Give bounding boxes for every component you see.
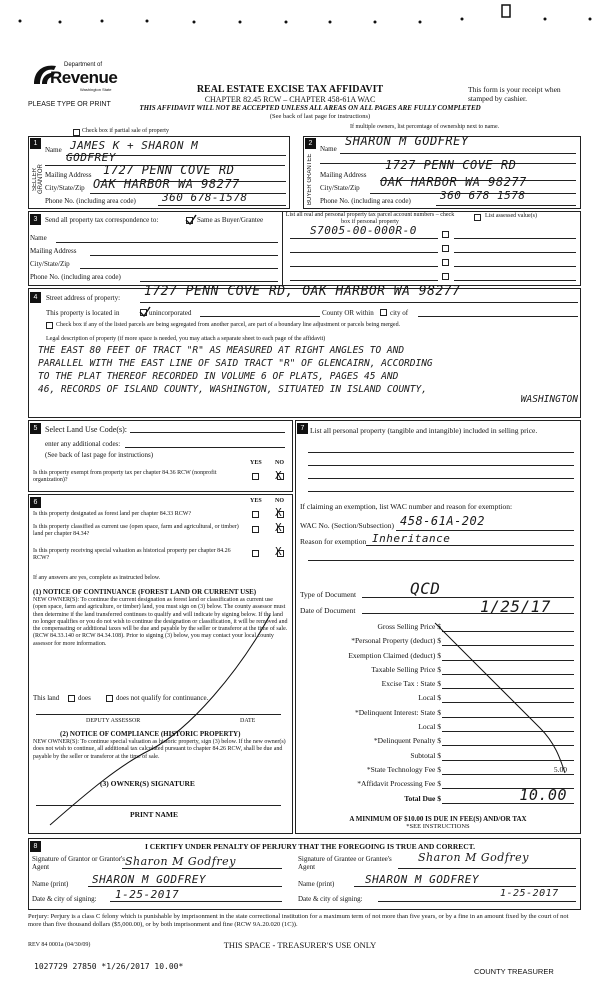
seller-city-value[interactable]: OAK HARBOR WA 98277 <box>93 177 240 191</box>
no-header-6: NO <box>275 498 284 504</box>
agency-name: Revenue <box>50 68 118 87</box>
perjury-note: Perjury: Perjury is a class C felony which is punishable by imprisonment in the state correctional institution for a maximum term of not more than five years, or by a fine in an amount fixed by the court of not more than five thousand dollars ($5,000.00), or by both imprisonment and fine (RCW 9A.20.020 (1C)). <box>28 913 569 928</box>
grantee-signature[interactable]: Sharon M Godfrey <box>418 851 529 864</box>
doc-type-value[interactable]: QCD <box>410 579 441 598</box>
see-instructions-note: *SEE INSTRUCTIONS <box>406 823 470 830</box>
legal-line[interactable]: THE EAST 80 FEET OF TRACT "R" AS MEASURED AT RIGHT ANGLES TO AND <box>38 345 405 356</box>
legal-line[interactable]: PARALLEL WITH THE EAST LINE OF SAID TRACT "R" OF GLENCAIRN, ACCORDING <box>38 358 433 369</box>
grantor-name[interactable]: SHARON M GODFREY <box>92 873 206 886</box>
land-label: This land <box>33 694 60 702</box>
no-header-5: NO <box>275 460 284 466</box>
city-of-label: city of <box>390 309 409 317</box>
fee-row-label: Subtotal $ <box>410 750 441 760</box>
fee-row-label: Gross Selling Price $ <box>377 622 441 631</box>
receipt-stamp: 1027729 27850 *1/26/2017 10.00* <box>34 962 184 971</box>
grantee-date-label: Date & city of signing: <box>298 895 363 903</box>
corr-mail-label: Mailing Address <box>30 247 77 255</box>
multi-owner-note: If multiple owners, list percentage of ownership next to name. <box>350 124 500 130</box>
revenue-logo <box>30 62 120 102</box>
exempt-no-mark: X <box>275 469 283 482</box>
forest-yes-checkbox[interactable] <box>252 511 259 518</box>
grantee-name-label: Name (print) <box>298 880 335 888</box>
parcel-checkbox-3[interactable] <box>442 259 449 266</box>
unincorporated-label: unincorporated <box>149 309 192 317</box>
reason-value[interactable]: Inheritance <box>372 532 451 545</box>
notice-continuance-title: (1) NOTICE OF CONTINUANCE (FOREST LAND OR CURRENT USE) <box>33 588 257 596</box>
segregate-label: Check box if any of the listed parcels are being segregated from another parcel, are part of a boundary line adjustment or parcels being merged. <box>56 322 401 328</box>
land-does-not-label: does not qualify for continuance. <box>116 694 209 702</box>
fee-row-label: *Personal Property (deduct) $ <box>351 636 441 646</box>
agency-state: Washington State <box>80 87 112 92</box>
grantee-name[interactable]: SHARON M GODFREY <box>365 873 479 886</box>
parcel-checkbox-2[interactable] <box>442 245 449 252</box>
grantee-date[interactable]: 1-25-2017 <box>500 888 559 899</box>
exemption-label: If claiming an exemption, list WAC number and reason for exemption: <box>300 502 513 511</box>
reason-label: Reason for exemption <box>300 537 367 546</box>
historic-yes-checkbox[interactable] <box>252 550 259 557</box>
fee-row-value[interactable]: 5.00 <box>553 764 567 774</box>
section-4-badge: 4 <box>30 292 41 303</box>
legal-line[interactable]: 46, RECORDS OF ISLAND COUNTY, WASHINGTON, SITUATED IN ISLAND COUNTY, <box>38 384 427 395</box>
doc-type-label: Type of Document <box>300 590 357 599</box>
located-label: This property is located in <box>46 309 120 317</box>
buyer-mail-value[interactable]: 1727 PENN COVE RD <box>385 158 517 172</box>
forest-no-mark: X <box>275 506 283 519</box>
legal-line[interactable]: WASHINGTON <box>520 394 578 405</box>
doc-date-value[interactable]: 1/25/17 <box>480 597 551 616</box>
street-label: Street address of property: <box>46 294 121 302</box>
legal-line[interactable]: TO THE PLAT THEREOF RECORDED IN VOLUME 6 OF PLATS, PAGES 45 AND <box>38 371 399 382</box>
punch-hole-marks <box>0 3 600 25</box>
current-use-no-mark: X <box>275 521 283 534</box>
seller-side-label: SELLER GRANTOR <box>32 164 44 194</box>
forest-question: Is this property designated as forest land per chapter 84.33 RCW? <box>33 511 192 517</box>
fee-row-label: Taxable Selling Price $ <box>371 664 441 674</box>
deputy-assessor-label: DEPUTY ASSESSOR <box>86 718 141 724</box>
county-treasurer-label: COUNTY TREASURER <box>474 967 554 976</box>
historic-no-mark: X <box>275 545 283 558</box>
same-as-buyer-label: Same as Buyer/Grantee <box>197 216 264 224</box>
grantor-date[interactable]: 1-25-2017 <box>115 888 180 901</box>
section-1-badge: 1 <box>30 138 41 149</box>
parcel-checkbox-1[interactable] <box>442 231 449 238</box>
form-warning: THIS AFFIDAVIT WILL NOT BE ACCEPTED UNLESS ALL AREAS ON ALL PAGES ARE FULLY COMPLETED <box>139 104 481 112</box>
partial-sale-label: Check box if partial sale of property <box>82 128 169 134</box>
grantee-signature-label: Signature of Grantee or Grantee's Agent <box>298 855 392 871</box>
fee-row-label: *Delinquent Penalty $ <box>373 736 441 746</box>
fee-row-label: Exemption Claimed (deduct) $ <box>348 650 441 660</box>
fee-row-label: *State Technology Fee $ <box>366 764 441 774</box>
doc-date-label: Date of Document <box>300 606 356 615</box>
notice-compliance-title: (2) NOTICE OF COMPLIANCE (HISTORIC PROPERTY) <box>60 730 241 738</box>
land-use-label: Select Land Use Code(s): <box>45 425 127 434</box>
yes-header-5: YES <box>250 460 262 466</box>
fee-row-label: Excise Tax : State $ <box>381 679 441 689</box>
seller-mail-label: Mailing Address <box>45 171 92 179</box>
buyer-mail-label: Mailing Address <box>320 171 367 179</box>
if-yes-note: If any answers are yes, complete as instructed below. <box>33 575 161 581</box>
wac-label: WAC No. (Section/Subsection) <box>300 521 394 530</box>
assessed-checkbox[interactable] <box>474 214 481 221</box>
exempt-question: Is this property exempt from property tax per chapter 84.36 RCW (nonprofit organization)? <box>33 470 217 483</box>
seller-name-label: Name <box>45 146 62 154</box>
buyer-city-value[interactable]: OAK HARBOR WA 98277 <box>380 175 527 189</box>
parcel-checkbox-4[interactable] <box>442 273 449 280</box>
send-correspondence-label: Send all property tax correspondence to: <box>45 216 159 224</box>
fee-row-label: *Affidavit Processing Fee $ <box>357 779 441 789</box>
county-label: County OR within <box>322 309 374 317</box>
parcel-number[interactable]: S7005-00-000R-0 <box>310 224 417 237</box>
certify-statement: I CERTIFY UNDER PENALTY OF PERJURY THAT THE FOREGOING IS TRUE AND CORRECT. <box>144 842 475 851</box>
within-city-checkbox[interactable] <box>380 309 387 316</box>
type-note: PLEASE TYPE OR PRINT <box>28 101 111 108</box>
partial-sale-checkbox[interactable] <box>73 129 80 136</box>
agency-dept: Department of <box>64 62 103 68</box>
section-6-strike-line <box>40 610 290 830</box>
section-7-badge: 7 <box>297 423 308 434</box>
fee-row <box>300 785 575 807</box>
section-5-badge: 5 <box>30 423 41 434</box>
current-use-yes-checkbox[interactable] <box>252 526 259 533</box>
seller-phone-label: Phone No. (including area code) <box>45 197 136 205</box>
receipt-note: This form is your receipt when stamped by cashier. <box>468 85 561 103</box>
fee-row-label: Local $ <box>418 693 441 703</box>
historic-question: Is this property receiving special valuation as historical property per chapter 84.26 RCW? <box>33 548 231 561</box>
seller-name-value-2[interactable]: GODFREY <box>66 151 116 164</box>
section-3-badge: 3 <box>30 214 41 225</box>
buyer-name-value[interactable]: SHARON M GODFREY <box>345 134 469 148</box>
treasurer-space-label: THIS SPACE - TREASURER'S USE ONLY <box>223 940 377 950</box>
seller-city-label: City/State/Zip <box>45 184 85 192</box>
legal-description <box>38 344 578 404</box>
seller-phone-value[interactable]: 360 678-1578 <box>162 191 248 204</box>
fee-row-label: Total Due $ <box>404 793 441 803</box>
land-use-see-back: (See back of last page for instructions) <box>45 451 154 459</box>
fee-row-value[interactable]: 10.00 <box>519 785 567 804</box>
rev-code: REV 84 0001a (04/30/09) <box>28 942 91 948</box>
seller-mail-value[interactable]: 1727 PENN COVE RD <box>103 163 235 177</box>
buyer-phone-value[interactable]: 360 678 1578 <box>440 189 526 202</box>
wac-value[interactable]: 458-61A-202 <box>400 514 485 528</box>
fee-row-label: *Delinquent Interest: State $ <box>354 707 441 717</box>
buyer-side-label: BUYER GRANTEE <box>307 153 313 205</box>
legal-label: Legal description of property (if more space is needed, you may attach a separate sheet to each page of the affidavit) <box>46 336 326 342</box>
fee-strike-line <box>430 618 580 778</box>
seller-name-value[interactable]: JAMES K + SHARON M <box>70 139 199 152</box>
print-name-label: PRINT NAME <box>130 810 178 819</box>
buyer-city-label: City/State/Zip <box>320 184 360 192</box>
segregate-checkbox[interactable] <box>46 322 53 329</box>
buyer-name-label: Name <box>320 145 337 153</box>
grantor-signature-label: Signature of Grantor or Grantor's Agent <box>32 855 126 871</box>
yes-header-6: YES <box>250 498 262 504</box>
parcel-header: List all real and personal property tax parcel account numbers – check box if personal property <box>285 212 455 225</box>
minimum-note: A MINIMUM OF $10.00 IS DUE IN FEE(S) AND/OR TAX <box>349 815 527 823</box>
buyer-phone-label: Phone No. (including area code) <box>320 197 411 205</box>
grantor-signature[interactable]: Sharon M Godfrey <box>125 855 236 868</box>
land-does-label: does <box>78 694 91 702</box>
section-2-badge: 2 <box>305 138 316 149</box>
notice-compliance-text: NEW OWNER(S): To continue special valuation as historic property, sign (3) below. If the new owner(s) does not wish to continue, all additional tax calculated pursuant to chapter 84.26 RCW, shall be due and payable by the seller or transferor at the time of sale. <box>33 739 286 760</box>
corr-phone-label: Phone No. (including area code) <box>30 273 121 281</box>
assessed-header: List assessed value(s) <box>485 213 537 219</box>
grantor-date-label: Date & city of signing: <box>32 895 97 903</box>
form-title: REAL ESTATE EXCISE TAX AFFIDAVIT <box>196 84 384 95</box>
street-value[interactable]: 1727 PENN COVE RD, OAK HARBOR WA 98277 <box>144 284 461 299</box>
notice-continuance-text: NEW OWNER(S): To continue the current designation as forest land or classification as current use (open space, farm and agriculture, or timber) land, you must sign on (3) below. The county assessor must then determine if the land transferred continues to qualify and will indicate by signing below. If the land no longer qualifies or you do not wish to continue the designation or classification, it will be removed and the compensating or additional taxes will be due and payable by the seller or transferor at the time of sale. (RCW 84.33.140 or RCW 84.34.108). Prior to signing (3) below, you may contact your local county assessor for more information. <box>33 597 288 647</box>
corr-city-label: City/State/Zip <box>30 260 70 268</box>
grantor-name-label: Name (print) <box>32 880 69 888</box>
same-as-buyer-check-mark <box>185 214 197 225</box>
form-chapter: CHAPTER 82.45 RCW – CHAPTER 458-61A WAC <box>204 95 376 104</box>
section-8-badge: 8 <box>30 841 41 852</box>
section-6-badge: 6 <box>30 497 41 508</box>
current-use-question: Is this property classified as current use (open space, farm and agricultural, or timber) land per chapter 84.34? <box>33 524 239 537</box>
corr-name-label: Name <box>30 234 47 242</box>
exempt-yes-checkbox[interactable] <box>252 473 259 480</box>
deputy-date-label: DATE <box>240 718 256 724</box>
personal-property-label: List all personal property (tangible and intangible) included in selling price. <box>310 426 538 435</box>
owner-signature-label: (3) OWNER(S) SIGNATURE <box>100 779 195 788</box>
form-see-back: (See back of last page for instructions) <box>269 113 371 120</box>
fee-row-label: Local $ <box>418 722 441 732</box>
additional-codes-label: enter any additional codes: <box>45 440 121 448</box>
